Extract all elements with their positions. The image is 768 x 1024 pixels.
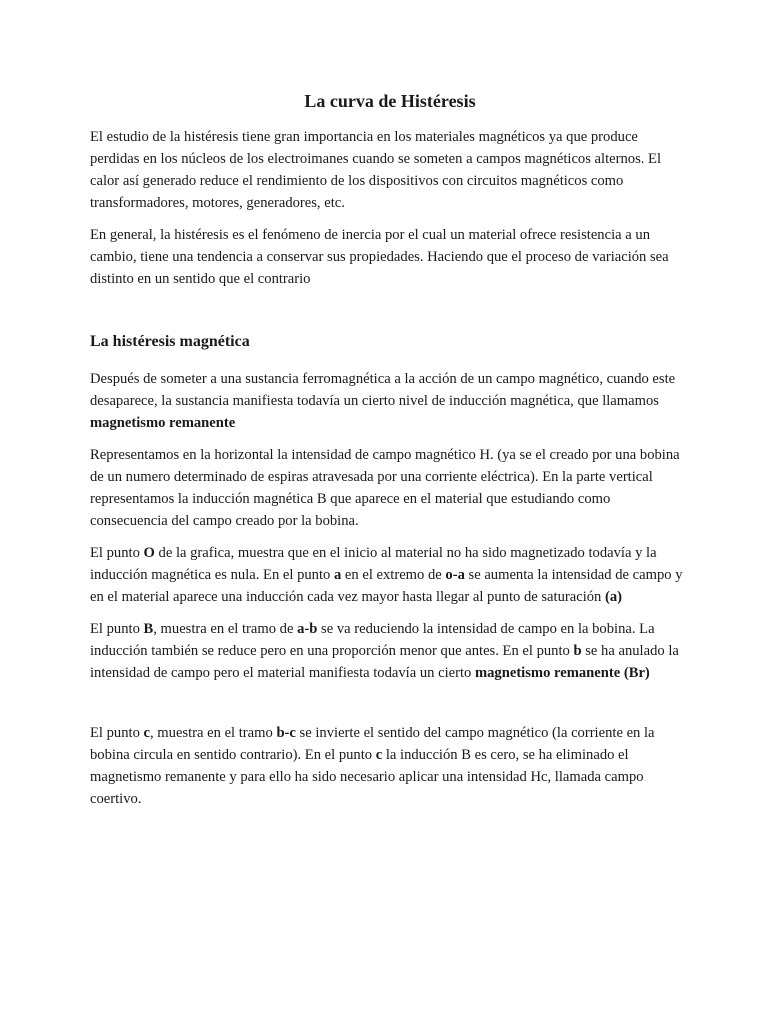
bold-span: magnetismo remanente (Br) bbox=[474, 665, 650, 681]
text-span: se invierte el sentido del campo magnético (la corriente en la bobina circula en sentido contrario). En el punto bbox=[90, 725, 655, 763]
bold-span: B bbox=[143, 621, 154, 637]
bold-span: a-b bbox=[297, 621, 318, 637]
section-heading: La histéresis magnética bbox=[90, 333, 250, 350]
intro-paragraph-1: El estudio de la histéresis tiene gran importancia en los materiales magnéticos ya que produce perdidas en los núcleos de los electroimanes cuando se someten a campos magnéticos alternos. El calor así generado reduce el rendimiento de los dispositivos con circuitos magnéticos como transformadores, motores, generadores, etc. bbox=[90, 129, 662, 211]
bold-span: O bbox=[143, 545, 155, 561]
text-span: en el extremo de bbox=[341, 567, 446, 583]
paragraph-remanent bbox=[90, 368, 690, 434]
document-body bbox=[90, 88, 690, 820]
paragraph-point-o bbox=[90, 542, 690, 608]
text-span: se va reduciendo la intensidad de campo en la bobina. La inducción también se reduce pero en una proporción menor que antes. En el punto bbox=[90, 621, 655, 659]
paragraph-remanent-text: Después de someter a una sustancia ferromagnética a la acción de un campo magnético, cuando este desaparece, la sustancia manifiesta todavía un cierto nivel de inducción magnética, que llamamos bbox=[90, 371, 676, 409]
text-span: la inducción B es cero, se ha eliminado el magnetismo remanente y para ello ha sido necesario aplicar una intensidad Hc, llamada campo coertivo. bbox=[90, 747, 644, 807]
intro-paragraph-2: En general, la histéresis es el fenómeno de inercia por el cual un material ofrece resistencia a un cambio, tiene una tendencia a conservar sus propiedades. Haciendo que el proceso de variación sea distinto en un sentido que el contrario bbox=[90, 227, 669, 287]
text-span: El punto bbox=[90, 621, 144, 637]
bold-span: b-c bbox=[276, 725, 296, 741]
bold-span: b bbox=[573, 643, 582, 659]
text-span: , muestra en el tramo de bbox=[153, 621, 298, 637]
paragraph-gap bbox=[90, 694, 690, 722]
text-span: El punto bbox=[90, 725, 144, 741]
bold-span: c bbox=[143, 725, 150, 741]
paragraph-point-b bbox=[90, 618, 690, 684]
text-span: , muestra en el tramo bbox=[150, 725, 277, 741]
text-span: se aumenta la intensidad de campo y en el material aparece una inducción cada vez mayor hasta llegar al punto de saturación bbox=[90, 567, 683, 605]
text-span: El punto bbox=[90, 545, 144, 561]
paragraph-axes: Representamos en la horizontal la intensidad de campo magnético H. (ya se el creado por una bobina de un numero determinado de espiras atravesada por una corriente eléctrica). En la parte vertical representamos la inducción magnética B que aparece en el material que estudiando como consecuencia del campo creado por la bobina. bbox=[90, 447, 680, 529]
text-span: de la grafica, muestra que en el inicio al material no ha sido magnetizado todavía y la inducción magnética es nula. En el punto bbox=[90, 545, 657, 583]
page-title: La curva de Histéresis bbox=[304, 91, 476, 111]
paragraph-point-c bbox=[90, 722, 690, 810]
bold-span: (a) bbox=[605, 589, 623, 605]
section-gap bbox=[90, 300, 690, 330]
bold-span: c bbox=[375, 747, 383, 763]
text-span: se ha anulado la intensidad de campo pero el material manifiesta todavía un cierto bbox=[90, 643, 679, 681]
bold-span: o-a bbox=[445, 567, 465, 583]
bold-span: a bbox=[333, 567, 342, 583]
paragraph-remanent-bold: magnetismo remanente bbox=[90, 415, 236, 431]
